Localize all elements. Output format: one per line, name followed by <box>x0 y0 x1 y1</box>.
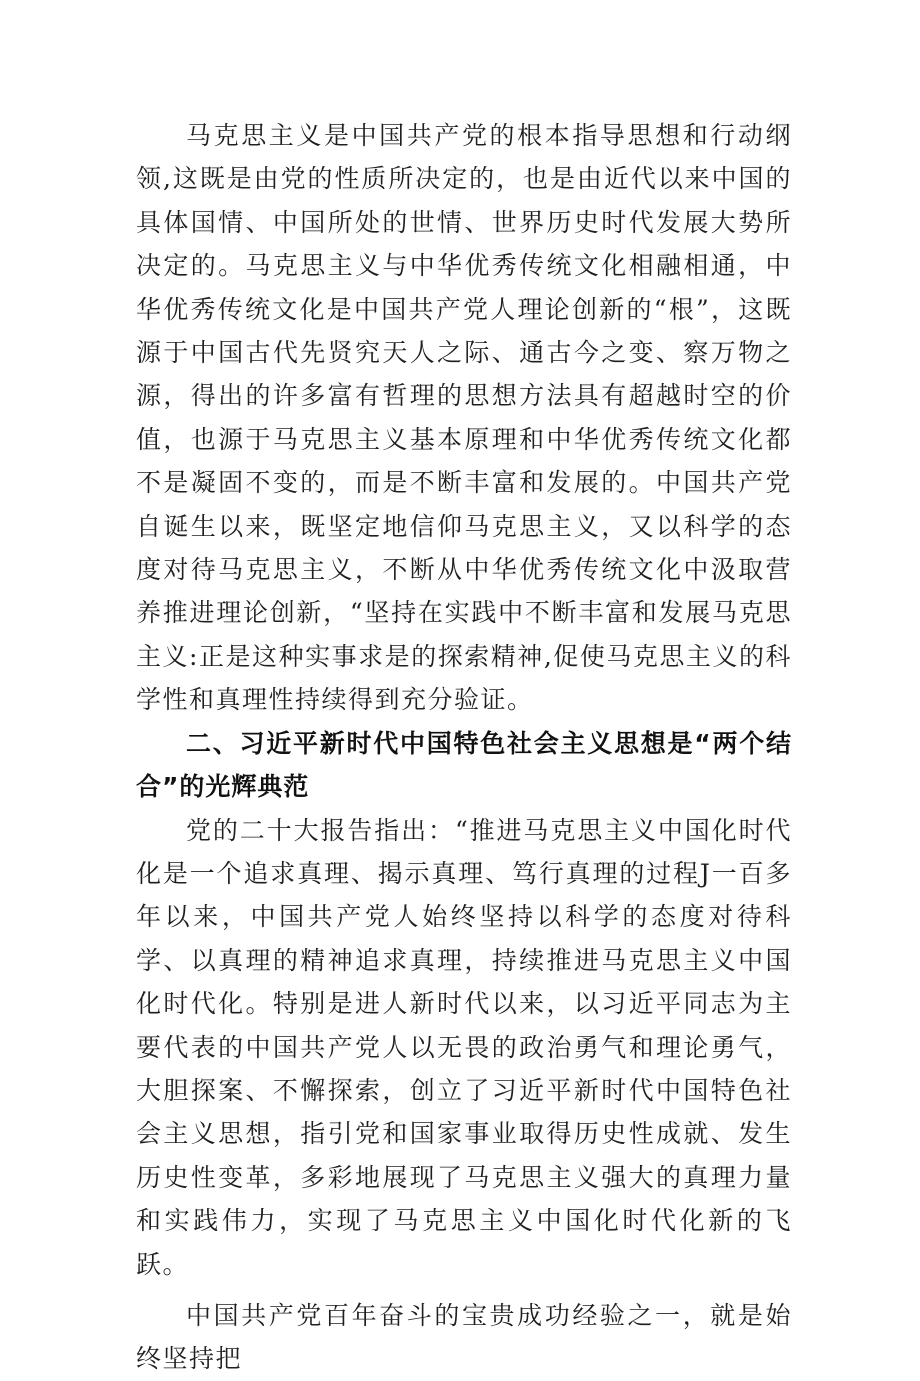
body-paragraph-3: 中国共产党百年奋斗的宝贵成功经验之一，就是始终坚持把 <box>136 1300 792 1374</box>
document-page <box>136 114 792 1381</box>
section-heading: 二、习近平新时代中国特色社会主义思想是“两个结合”的光辉典范 <box>136 728 792 802</box>
body-paragraph-1: 马克思主义是中国共产党的根本指导思想和行动纲领,这既是由党的性质所决定的，也是由近代以来中国的具体国情、中国所处的世情、世界历史时代发展大势所决定的。马克思主义与中华优秀传统文化相融相通，中华优秀传统文化是中国共产党人理论创新的“根”，这既源于中国古代先贤究天人之际、通古今之变、察万物之源，得出的许多富有哲理的思想方法具有超越时空的价值，也源于马克思主义基本原理和中华优秀传统文化都不是凝固不变的，而是不断丰富和发展的。中国共产党自诞生以来，既坚定地信仰马克思主义，又以科学的态度对待马克思主义，不断从中华优秀传统文化中汲取营养推进理论创新，“坚持在实践中不断丰富和发展马克思主义:正是这种实事求是的探索精神,促使马克思主义的科学性和真理性持续得到充分验证。 <box>136 121 792 715</box>
body-paragraph-2: 党的二十大报告指出：“推进马克思主义中国化时代化是一个追求真理、揭示真理、笃行真理的过程J一百多年以来，中国共产党人始终坚持以科学的态度对待科学、以真理的精神追求真理，持续推进马克思主义中国化时代化。特别是进人新时代以来，以习近平同志为主要代表的中国共产党人以无畏的政治勇气和理论勇气，大胆探案、不懈探索，创立了习近平新时代中国特色社会主义思想，指引党和国家事业取得历史性成就、发生历史性变革，多彩地展现了马克思主义强大的真理力量和实践伟力，实现了马克思主义中国化时代化新的飞跃。 <box>136 815 792 1279</box>
